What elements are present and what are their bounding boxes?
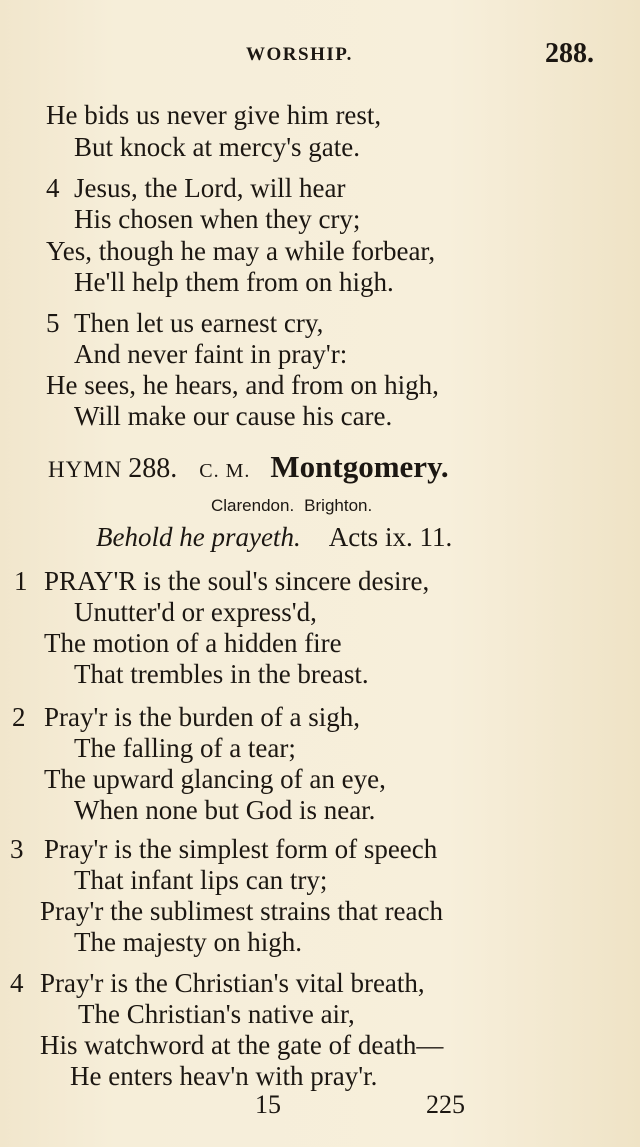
signature-mark: 15 [255,1090,281,1119]
verse-line: Will make our cause his care. [74,401,393,431]
verse-line: Pray'r is the simplest form of speech [44,834,438,864]
hymn-label: HYMN [48,457,123,482]
verse-line: The majesty on high. [74,927,302,957]
verse-line: He enters heav'n with pray'r. [70,1061,378,1091]
tune-name: Brighton. [304,496,373,515]
stanza-number: 1 [14,566,28,596]
running-title: WORSHIP. [246,44,353,65]
verse-line: He bids us never give him rest, [46,100,382,130]
verse-line: The upward glancing of an eye, [44,764,386,794]
verse-line: Pray'r is the burden of a sigh, [44,702,361,732]
epigraph-reference: Acts ix. 11. [328,522,453,552]
verse-line: But knock at mercy's gate. [74,132,361,162]
verse-line: That trembles in the breast. [74,659,369,689]
stanza-number: 2 [12,702,26,732]
tune-name: Clarendon. [211,496,295,515]
hymn-number: 288. [128,453,178,484]
verse-line: That infant lips can try; [74,865,328,895]
hymn-heading [48,450,449,488]
verse-line: The Christian's native air, [78,999,355,1029]
verse-line: His chosen when they cry; [74,204,361,234]
verse-line: Pray'r is the Christian's vital breath, [40,968,425,998]
verse-line: Yes, though he may a while forbear, [46,236,436,266]
page-number: 288. [545,38,594,69]
epigraph-text: Behold he prayeth. [96,522,301,552]
footer-number: 225 [426,1090,465,1119]
verse-line: He sees, he hears, and from on high, [46,370,439,400]
stanza-number: 3 [10,834,24,864]
hymn-meter: C. M. [199,460,251,482]
verse-line: PRAY'R is the soul's sincere desire, [44,566,430,596]
verse-line: And never faint in pray'r: [74,339,348,369]
tune-names [211,496,372,516]
epigraph [96,522,452,553]
verse-line: His watchword at the gate of death— [40,1030,444,1060]
stanza-number: 4 [10,968,24,998]
verse-line: He'll help them from on high. [74,267,394,297]
hymn-author: Montgomery. [270,449,449,484]
stanza-number: 5 [46,308,60,338]
verse-line: Unutter'd or express'd, [74,597,317,627]
stanza-number: 4 [46,173,60,203]
verse-line: The motion of a hidden fire [44,628,342,658]
verse-line: The falling of a tear; [74,733,296,763]
verse-line: Pray'r the sublimest strains that reach [40,896,444,926]
verse-line: When none but God is near. [74,795,376,825]
verse-line: Jesus, the Lord, will hear [74,173,346,203]
verse-line: Then let us earnest cry, [74,308,324,338]
